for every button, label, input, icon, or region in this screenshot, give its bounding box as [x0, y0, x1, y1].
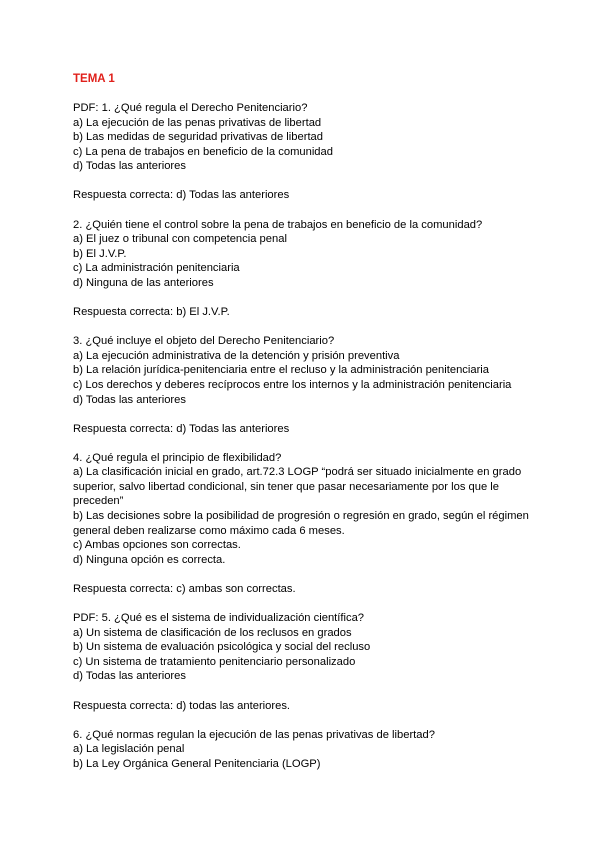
answer-option: c) Un sistema de tratamiento penitenciario personalizado: [73, 655, 356, 668]
answer-option: preceden”: [73, 495, 124, 508]
answer-option: b) El J.V.P.: [73, 247, 127, 260]
question-text: 6. ¿Qué normas regulan la ejecución de las penas privativas de libertad?: [73, 728, 435, 741]
correct-answer-block: [73, 188, 573, 203]
answer-option: a) El juez o tribunal con competencia penal: [73, 233, 287, 246]
answer-option: b) Las decisiones sobre la posibilidad de progresión o regresión en grado, según el régimen: [73, 510, 529, 523]
question-block: [73, 728, 573, 772]
correct-answer-block: [73, 582, 573, 597]
correct-answer-block: [73, 699, 573, 714]
answer-option: superior, salvo libertad condicional, sin tener que pasar necesariamente por los que le: [73, 480, 499, 493]
answer-option: b) La relación jurídica-penitenciaria entre el recluso y la administración penitenciaria: [73, 364, 490, 377]
answer-option: a) La ejecución administrativa de la detención y prisión preventiva: [73, 349, 400, 362]
correct-answer: Respuesta correcta: b) El J.V.P.: [73, 306, 230, 319]
answer-option: a) La ejecución de las penas privativas de libertad: [73, 116, 322, 129]
answer-option: c) Los derechos y deberes recíprocos entre los internos y la administración penitenciaria: [73, 378, 512, 391]
answer-option: d) Todas las anteriores: [73, 393, 186, 406]
answer-option: general deben realizarse como máximo cada 6 meses.: [73, 524, 345, 537]
question-block: [73, 611, 573, 684]
answer-option: c) La pena de trabajos en beneficio de la comunidad: [73, 145, 333, 158]
answer-option: d) Todas las anteriores: [73, 670, 186, 683]
question-block: [73, 334, 573, 407]
question-text: 3. ¿Qué incluye el objeto del Derecho Penitenciario?: [73, 335, 335, 348]
correct-answer: Respuesta correcta: d) Todas las anteriores: [73, 422, 290, 435]
question-text: 2. ¿Quién tiene el control sobre la pena de trabajos en beneficio de la comunidad?: [73, 218, 483, 231]
correct-answer: Respuesta correcta: c) ambas son correctas.: [73, 582, 296, 595]
answer-option: d) Ninguna opción es correcta.: [73, 553, 226, 566]
answer-option: a) Un sistema de clasificación de los reclusos en grados: [73, 626, 352, 639]
question-block: [73, 451, 573, 568]
document-title: TEMA 1: [73, 73, 115, 85]
answer-option: a) La legislación penal: [73, 743, 185, 756]
correct-answer-block: [73, 305, 573, 320]
question-text: PDF: 5. ¿Qué es el sistema de individualización científica?: [73, 612, 365, 625]
correct-answer-block: [73, 422, 573, 437]
answer-option: b) Las medidas de seguridad privativas de libertad: [73, 131, 323, 144]
answer-option: a) La clasificación inicial en grado, art.72.3 LOGP “podrá ser situado inicialmente en grado: [73, 466, 522, 479]
answer-option: c) La administración penitenciaria: [73, 262, 240, 275]
answer-option: d) Todas las anteriores: [73, 160, 186, 173]
correct-answer: Respuesta correcta: d) Todas las anteriores: [73, 189, 290, 202]
question-text: 4. ¿Qué regula el principio de flexibilidad?: [73, 451, 282, 464]
question-text: PDF: 1. ¿Qué regula el Derecho Penitenciario?: [73, 102, 308, 114]
document-page: [73, 72, 573, 786]
question-block: [73, 101, 573, 174]
question-block: [73, 218, 573, 291]
answer-option: d) Ninguna de las anteriores: [73, 276, 214, 289]
correct-answer: Respuesta correcta: d) todas las anteriores.: [73, 699, 291, 712]
answer-option: c) Ambas opciones son correctas.: [73, 539, 241, 552]
answer-option: b) Un sistema de evaluación psicológica y social del recluso: [73, 641, 371, 654]
answer-option: b) La Ley Orgánica General Penitenciaria (LOGP): [73, 757, 321, 770]
question-list: [73, 101, 573, 771]
